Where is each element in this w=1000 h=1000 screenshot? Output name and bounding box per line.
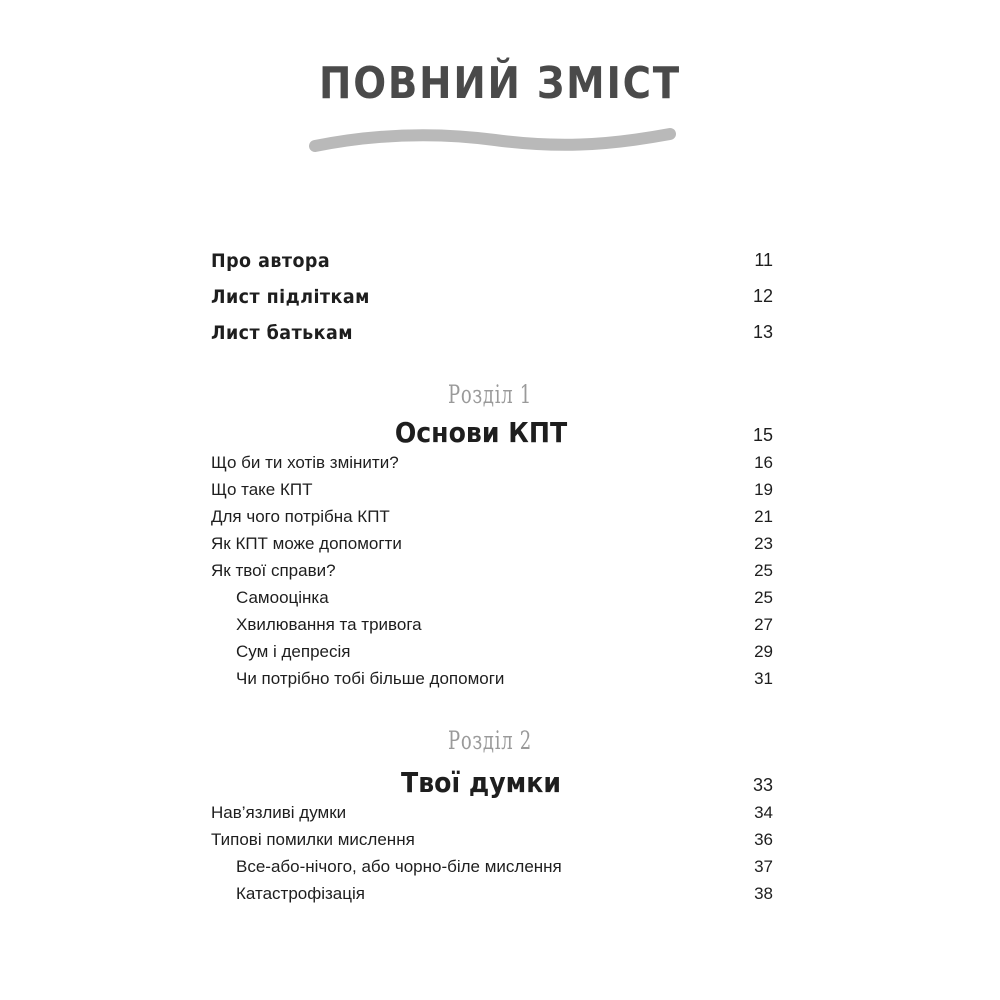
toc-entry-page: 12 — [752, 286, 773, 306]
section-title-entry[interactable] — [211, 416, 773, 452]
toc-subentry[interactable] — [211, 884, 773, 910]
toc-entry[interactable] — [211, 561, 773, 587]
toc-entry-page: 13 — [752, 322, 773, 342]
toc-entry-title: Лист батькам — [211, 322, 354, 344]
toc-entry-title: Хвилювання та тривога — [236, 615, 422, 634]
toc-entry-page: 25 — [754, 588, 773, 607]
toc-entry-title: Як КПТ може допомогти — [211, 534, 402, 553]
toc-entry-title: Чи потрібно тобі більше допомоги — [236, 669, 505, 688]
section-page: 15 — [752, 425, 773, 445]
page-title: ПОВНИЙ ЗМІСТ — [319, 58, 681, 109]
toc-entry-page: 34 — [754, 803, 773, 822]
toc-entry[interactable] — [211, 480, 773, 506]
toc-entry-title: Що таке КПТ — [211, 480, 313, 499]
toc-entry-title: Катастрофізація — [236, 884, 365, 903]
section-page: 33 — [752, 775, 773, 795]
toc-entry-page: 27 — [754, 615, 773, 634]
toc-subentry[interactable] — [211, 669, 773, 695]
toc-subentry[interactable] — [211, 588, 773, 614]
toc-entry-page: 36 — [754, 830, 773, 849]
toc-entry[interactable] — [211, 534, 773, 560]
toc-entry-title: Типові помилки мислення — [211, 830, 415, 849]
toc-entry-title: Що би ти хотів змінити? — [211, 453, 399, 472]
toc-entry-letter-teens[interactable] — [211, 286, 773, 312]
toc-entry[interactable] — [211, 453, 773, 479]
section-title: Твої думки — [400, 766, 562, 799]
toc-entry-page: 29 — [754, 642, 773, 661]
toc-entry-title: Самооцінка — [236, 588, 329, 607]
toc-entry-title: Про автора — [211, 250, 331, 272]
section-label: Розділ 2 — [448, 726, 532, 755]
toc-entry-title: Сум і депресія — [236, 642, 351, 661]
toc-entry-page: 19 — [754, 480, 773, 499]
toc-entry-title: Все-або-нічого, або чорно-біле мислення — [236, 857, 562, 876]
toc-subentry[interactable] — [211, 857, 773, 883]
toc-entry[interactable] — [211, 830, 773, 856]
toc-entry-title: Для чого потрібна КПТ — [211, 507, 390, 526]
toc-entry[interactable] — [211, 803, 773, 829]
section-title: Основи КПТ — [394, 416, 568, 449]
decorative-wave-underline — [305, 126, 680, 156]
toc-entry-page: 23 — [754, 534, 773, 553]
toc-entry-page: 38 — [754, 884, 773, 903]
toc-entry[interactable] — [211, 507, 773, 533]
toc-entry-about-author[interactable] — [211, 250, 773, 276]
toc-subentry[interactable] — [211, 615, 773, 641]
section-label: Розділ 1 — [448, 380, 532, 409]
toc-entry-title: Нав’язливі думки — [211, 803, 347, 822]
toc-entry-page: 37 — [754, 857, 773, 876]
toc-entry-title: Лист підліткам — [211, 286, 370, 308]
toc-entry-letter-parents[interactable] — [211, 322, 773, 348]
section-title-entry[interactable] — [211, 766, 773, 802]
toc-entry-page: 21 — [754, 507, 773, 526]
toc-entry-page: 11 — [754, 250, 773, 270]
toc-entry-page: 16 — [754, 453, 773, 472]
toc-entry-page: 25 — [754, 561, 773, 580]
toc-entry-page: 31 — [754, 669, 773, 688]
toc-subentry[interactable] — [211, 642, 773, 668]
toc-entry-title: Як твої справи? — [211, 561, 336, 580]
